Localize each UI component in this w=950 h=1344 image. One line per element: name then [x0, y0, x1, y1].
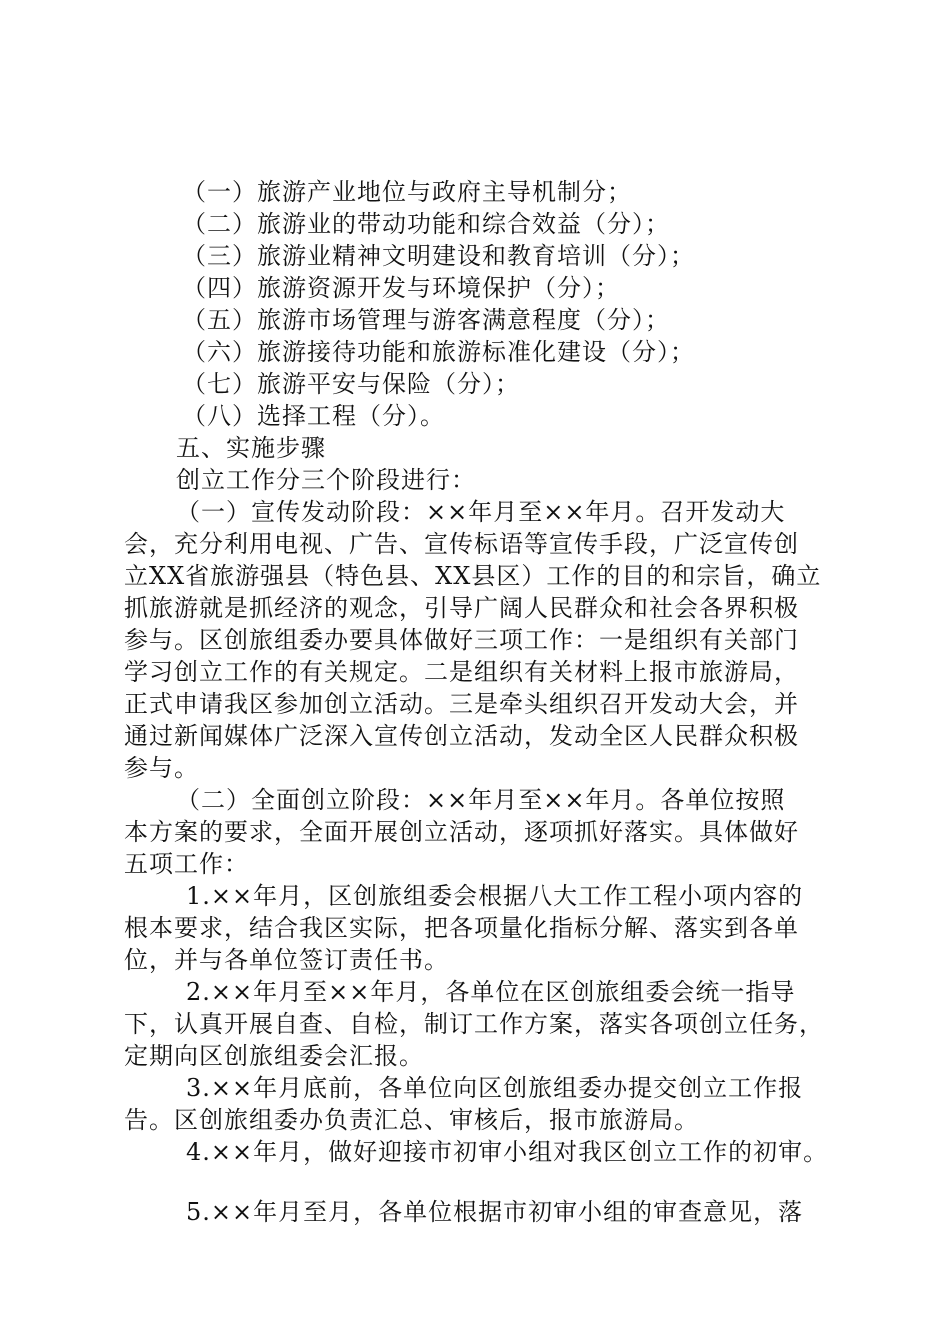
- paragraph-line: 1.××年月，区创旅组委会根据八大工作工程小项内容的: [186, 882, 804, 910]
- paragraph-line: 定期向区创旅组委会汇报。: [124, 1042, 424, 1070]
- text-line: （八）选择工程（分）。: [182, 402, 445, 430]
- paragraph-line: 正式申请我区参加创立活动。三是牵头组织召开发动大会，并: [124, 690, 799, 718]
- paragraph-line: 4.××年月，做好迎接市初审小组对我区创立工作的初审。: [186, 1138, 829, 1166]
- paragraph-line: 立XX省旅游强县（特色县、XX县区）工作的目的和宗旨，确立: [124, 562, 822, 590]
- paragraph-line: 2.××年月至××年月，各单位在区创旅组委会统一指导: [186, 978, 796, 1006]
- text-line: （五）旅游市场管理与游客满意程度（分）；: [182, 306, 670, 334]
- paragraph-line: 告。区创旅组委办负责汇总、审核后，报市旅游局。: [124, 1106, 699, 1134]
- paragraph-line: 下，认真开展自查、自检，制订工作方案，落实各项创立任务，: [124, 1010, 824, 1038]
- paragraph-line: 3.××年月底前，各单位向区创旅组委办提交创立工作报: [186, 1074, 804, 1102]
- text-line: （一）旅游产业地位与政府主导机制分；: [182, 178, 632, 206]
- section-heading: 五、实施步骤: [176, 434, 326, 462]
- paragraph-line: 根本要求，结合我区实际，把各项量化指标分解、落实到各单: [124, 914, 799, 942]
- paragraph-line: 五项工作：: [124, 850, 249, 878]
- text-line: 创立工作分三个阶段进行：: [176, 466, 476, 494]
- paragraph-line: 通过新闻媒体广泛深入宣传创立活动，发动全区人民群众积极: [124, 722, 799, 750]
- paragraph-line: （二）全面创立阶段：××年月至××年月。各单位按照: [176, 786, 786, 814]
- paragraph-line: 参与。: [124, 754, 199, 782]
- text-line: （六）旅游接待功能和旅游标准化建设（分）；: [182, 338, 695, 366]
- paragraph-line: 本方案的要求，全面开展创立活动，逐项抓好落实。具体做好: [124, 818, 799, 846]
- paragraph-line: 抓旅游就是抓经济的观念，引导广阔人民群众和社会各界积极: [124, 594, 799, 622]
- text-line: （七）旅游平安与保险（分）；: [182, 370, 520, 398]
- paragraph-line: 参与。区创旅组委办要具体做好三项工作：一是组织有关部门: [124, 626, 799, 654]
- paragraph-line: 5.××年月至月，各单位根据市初审小组的审查意见，落: [186, 1198, 804, 1226]
- text-line: （四）旅游资源开发与环境保护（分）；: [182, 274, 620, 302]
- paragraph-line: 位，并与各单位签订责任书。: [124, 946, 449, 974]
- text-line: （三）旅游业精神文明建设和教育培训（分）；: [182, 242, 695, 270]
- paragraph-line: （一）宣传发动阶段：××年月至××年月。召开发动大: [176, 498, 786, 526]
- paragraph-line: 学习创立工作的有关规定。二是组织有关材料上报市旅游局，: [124, 658, 799, 686]
- text-line: （二）旅游业的带动功能和综合效益（分）；: [182, 210, 670, 238]
- paragraph-line: 会，充分利用电视、广告、宣传标语等宣传手段，广泛宣传创: [124, 530, 799, 558]
